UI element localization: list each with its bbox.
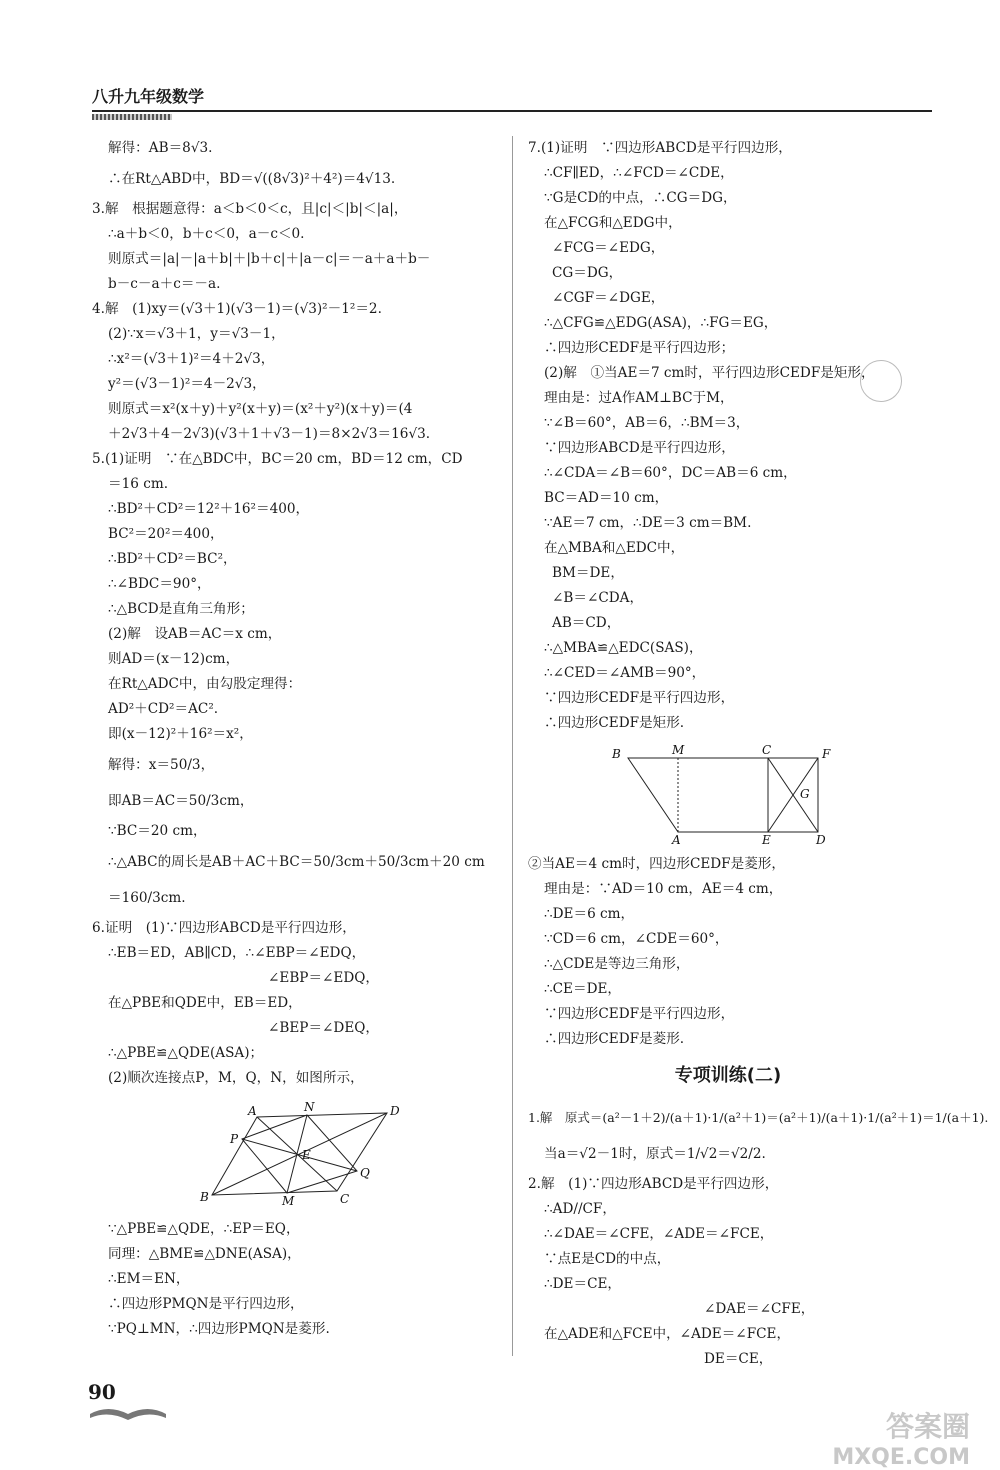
stamp-mark xyxy=(860,360,902,402)
text-line: ∴△ABC的周长是AB＋AC＋BC＝50/3cm＋50/3cm＋20 cm xyxy=(108,854,485,870)
page-number: 90 xyxy=(88,1380,116,1404)
text-line: ∴∠CED＝∠AMB＝90°， xyxy=(544,665,706,681)
watermark-text: MXQE.COM xyxy=(832,1445,970,1470)
fig2-label-D: D xyxy=(816,833,826,844)
text-line: ∴在Rt△ABD中，BD＝√((8√3)²＋4²)＝4√13. xyxy=(108,171,396,187)
text-line: ∴四边形PMQN是平行四边形， xyxy=(108,1296,304,1312)
text-line: 同理：△BME≌△DNE(ASA)， xyxy=(108,1246,301,1262)
text-line: (2)解 设AB＝AC＝x cm， xyxy=(108,626,282,642)
left-column xyxy=(92,136,502,1342)
text-line: 即(x－12)²＋16²＝x²， xyxy=(108,726,253,742)
text-line: ∠CGF＝∠DGE， xyxy=(552,290,665,306)
text-line: ∵CD＝6 cm，∠CDE＝60°， xyxy=(544,931,729,947)
text-line: ∴CF∥ED，∴∠FCD＝∠CDE， xyxy=(544,165,734,181)
text-line: 在△PBE和QDE中，EB＝ED， xyxy=(108,995,302,1011)
text-line: ∵△PBE≌△QDE，∴EP＝EQ， xyxy=(108,1221,300,1237)
text-line: ＋2√3＋4－2√3)(√3＋1＋√3－1)＝8×2√3＝16√3. xyxy=(108,426,431,442)
fig1-label-D: D xyxy=(390,1104,400,1118)
text-line: ②当AE＝4 cm时，四边形CEDF是菱形， xyxy=(528,856,785,872)
text-line: 4.解 (1)xy＝(√3＋1)(√3－1)＝(√3)²－1²＝2. xyxy=(92,301,382,317)
text-line: ∴AD//CF， xyxy=(544,1201,616,1217)
text-line: ∴∠BDC＝90°， xyxy=(108,576,211,592)
text-line: BM＝DE， xyxy=(552,565,624,581)
watermark xyxy=(832,1405,970,1470)
book-icon xyxy=(88,1402,168,1422)
text-line: 解得：AB＝8√3. xyxy=(108,140,213,156)
page-header xyxy=(92,84,932,118)
fig1-label-A: A xyxy=(248,1104,257,1118)
text-line: ∵点E是CD的中点， xyxy=(544,1251,671,1267)
text-line: 在△MBA和△EDC中， xyxy=(544,540,685,556)
text-line: y²＝(√3－1)²＝4－2√3， xyxy=(108,376,266,392)
text-line: ∵四边形CEDF是平行四边形， xyxy=(544,1006,735,1022)
text-line: 则AD＝(x－12)cm， xyxy=(108,651,240,667)
text-line: b－c－a＋c＝－a. xyxy=(108,276,221,292)
text-line: 解得：x＝50/3， xyxy=(108,757,215,773)
fig2-label-A: A xyxy=(672,833,681,844)
text-line: ∴EM＝EN， xyxy=(108,1271,190,1287)
section-title: 专项训练(二) xyxy=(674,1065,782,1086)
text-line: (2)顺次连接点P，M，Q，N，如图所示， xyxy=(108,1070,364,1086)
text-line: ∴DE＝CE， xyxy=(544,1276,621,1292)
text-line: AD²＋CD²＝AC². xyxy=(108,701,219,717)
text-line: BC²＝20²＝400， xyxy=(108,526,224,542)
text-line: ∵PQ⊥MN，∴四边形PMQN是菱形. xyxy=(108,1321,330,1337)
text-line: ∴a＋b＜0，b＋c＜0，a－c＜0. xyxy=(108,226,305,242)
fig1-label-Q: Q xyxy=(360,1166,370,1180)
text-line: ∴△PBE≌△QDE(ASA)； xyxy=(108,1045,264,1061)
fig1-label-N: N xyxy=(304,1100,315,1114)
text-line: ∵AE＝7 cm，∴DE＝3 cm＝BM. xyxy=(544,515,752,531)
rectangle-figure-2 xyxy=(528,744,928,844)
text-line: ∵BC＝20 cm， xyxy=(108,823,207,839)
right-column xyxy=(528,136,989,1372)
text-line: ∴DE＝6 cm， xyxy=(544,906,635,922)
text-line: AB＝CD， xyxy=(552,615,621,631)
fig2-label-M: M xyxy=(672,744,685,757)
text-line: ∴四边形CEDF是平行四边形； xyxy=(544,340,735,356)
text-line: ∴∠CDA＝∠B＝60°，DC＝AB＝6 cm， xyxy=(544,465,797,481)
parallelogram-figure-1 xyxy=(92,1099,502,1209)
text-line: CG＝DG， xyxy=(552,265,623,281)
text-line: BC＝AD＝10 cm， xyxy=(544,490,669,506)
text-line: ∴四边形CEDF是菱形. xyxy=(544,1031,685,1047)
text-line: ∴CE＝DE， xyxy=(544,981,621,997)
text-line: 理由是：过A作AM⊥BC于M， xyxy=(544,390,734,406)
text-line: (2)∵x＝√3＋1，y＝√3－1， xyxy=(108,326,285,342)
text-line: ＝160/3cm. xyxy=(108,890,186,906)
fig1-label-E: E xyxy=(302,1148,311,1162)
fig2-label-B: B xyxy=(612,747,621,761)
text-line: 2.解 (1)∵四边形ABCD是平行四边形， xyxy=(528,1176,779,1192)
text-line: ∠DAE＝∠CFE， xyxy=(704,1301,815,1317)
text-line: 则原式＝|a|－|a＋b|＋|b＋c|＋|a－c|＝－a＋a＋b－ xyxy=(108,251,431,267)
fig2-label-C: C xyxy=(762,744,772,757)
text-line: ∴△CFG≌△EDG(ASA)，∴FG＝EG， xyxy=(544,315,778,331)
text-line: 则原式＝x²(x＋y)＋y²(x＋y)＝(x²＋y²)(x＋y)＝(4 xyxy=(108,401,413,417)
fig2-label-G: G xyxy=(800,787,810,801)
text-line: ∴BD²＋CD²＝12²＋16²＝400， xyxy=(108,501,310,517)
fig1-label-M: M xyxy=(282,1194,295,1208)
header-rule xyxy=(92,110,932,112)
text-line: ∴BD²＋CD²＝BC²， xyxy=(108,551,237,567)
fig1-label-C: C xyxy=(340,1192,350,1206)
text-line: ∠BEP＝∠DEQ， xyxy=(268,1020,379,1036)
header-band xyxy=(92,114,172,120)
text-line: 在△FCG和△EDG中， xyxy=(544,215,682,231)
text-line: 理由是：∵AD＝10 cm，AE＝4 cm， xyxy=(544,881,783,897)
book-title: 八升九年级数学 xyxy=(92,87,205,106)
watermark-cn: 答案圈 xyxy=(885,1410,970,1443)
text-line: ∴EB＝ED，AB∥CD，∴∠EBP＝∠EDQ， xyxy=(108,945,366,961)
text-line: ∴x²＝(√3＋1)²＝4＋2√3， xyxy=(108,351,275,367)
text-line: 3.解 根据题意得：a＜b＜0＜c，且|c|＜|b|＜|a|， xyxy=(92,201,408,217)
text-line: 5.(1)证明 ∵在△BDC中，BC＝20 cm，BD＝12 cm，CD xyxy=(92,451,463,467)
text-line: 在△ADE和△FCE中，∠ADE＝∠FCE， xyxy=(544,1326,791,1342)
text-line: 1.解 原式＝(a²－1＋2)/(a＋1)·1/(a²＋1)＝(a²＋1)/(a＋1)·1/(a²＋1)＝1/(a＋1). xyxy=(528,1110,989,1125)
fig1-label-B: B xyxy=(200,1190,209,1204)
text-line: ∵四边形CEDF是平行四边形， xyxy=(544,690,735,706)
text-line: ∠FCG＝∠EDG， xyxy=(552,240,665,256)
fig1-label-P: P xyxy=(230,1132,239,1146)
text-line: ∴∠DAE＝∠CFE，∠ADE＝∠FCE， xyxy=(544,1226,774,1242)
text-line: ∵四边形ABCD是平行四边形， xyxy=(544,440,735,456)
text-line: ∴四边形CEDF是矩形. xyxy=(544,715,685,731)
text-line: ∵G是CD的中点，∴CG＝DG， xyxy=(544,190,737,206)
text-line: 在Rt△ADC中，由勾股定理得： xyxy=(108,676,302,692)
text-line: ∴△BCD是直角三角形； xyxy=(108,601,254,617)
text-line: 当a＝√2－1时，原式＝1/√2＝√2/2. xyxy=(544,1146,766,1162)
text-line: ∵∠B＝60°，AB＝6，∴BM＝3， xyxy=(544,415,750,431)
text-line: ∠B＝∠CDA， xyxy=(552,590,644,606)
text-line: ∠EBP＝∠EDQ， xyxy=(268,970,379,986)
text-line: ∴△CDE是等边三角形， xyxy=(544,956,690,972)
text-line: DE＝CE， xyxy=(704,1351,773,1367)
text-line: 即AB＝AC＝50/3cm， xyxy=(108,793,254,809)
fig2-label-F: F xyxy=(822,747,831,761)
text-line: 6.证明 (1)∵四边形ABCD是平行四边形， xyxy=(92,920,356,936)
text-line: 7.(1)证明 ∵四边形ABCD是平行四边形， xyxy=(528,140,792,156)
text-line: ＝16 cm. xyxy=(108,476,169,492)
column-divider xyxy=(512,136,513,1356)
text-line: ∴△MBA≌△EDC(SAS)， xyxy=(544,640,703,656)
text-line: (2)解 ①当AE＝7 cm时，平行四边形CEDF是矩形， xyxy=(544,365,875,381)
fig2-label-E: E xyxy=(762,833,771,844)
